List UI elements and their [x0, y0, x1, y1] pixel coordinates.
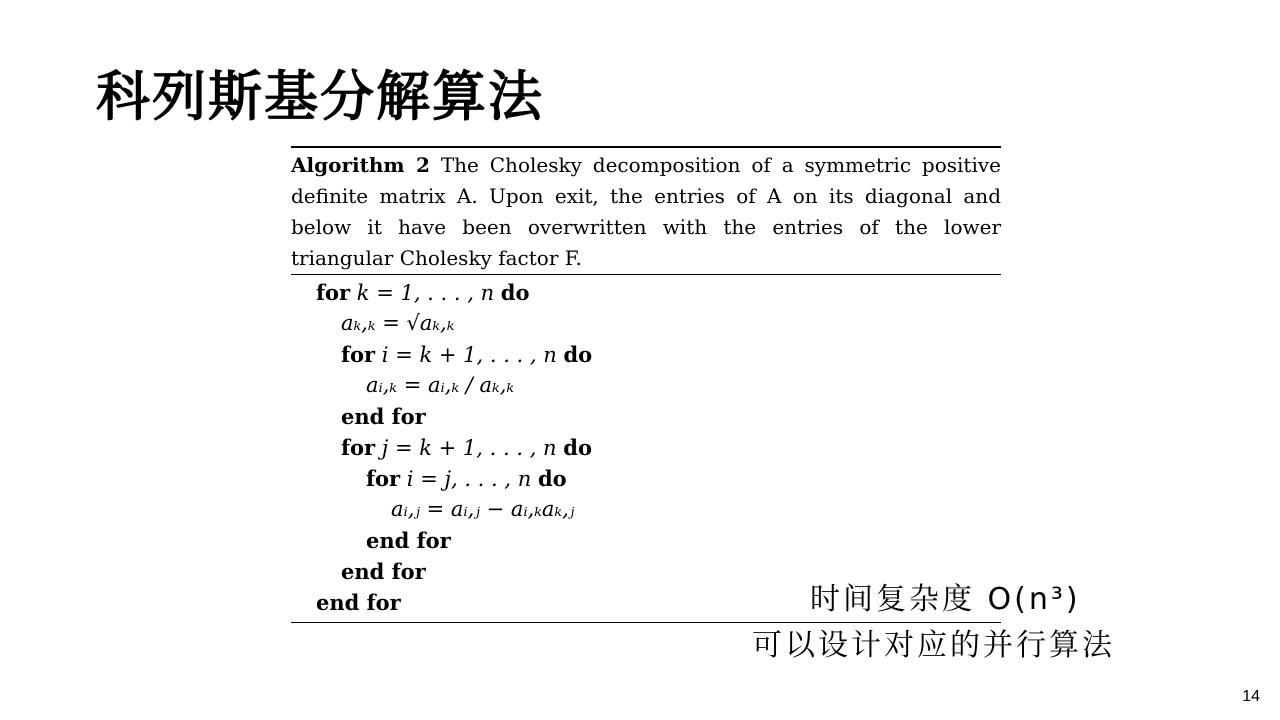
keyword: end for — [341, 404, 426, 429]
keyword: for — [341, 342, 376, 367]
expression: aᵢ,ⱼ = aᵢ,ⱼ − aᵢ,ₖaₖ,ⱼ — [391, 497, 575, 521]
parallel-note: 可以设计对应的并行算法 — [752, 628, 1115, 663]
keyword: do — [537, 466, 567, 491]
expression: k = 1, . . . , n — [356, 281, 495, 305]
algo-line-7 — [291, 463, 1001, 494]
algo-line-3 — [291, 339, 1001, 370]
keyword: end for — [341, 559, 426, 584]
keyword: for — [341, 435, 376, 460]
keyword: do — [500, 280, 530, 305]
expression: i = k + 1, . . . , n — [381, 343, 557, 367]
keyword: end for — [316, 590, 401, 615]
algo-line-4 — [291, 370, 1001, 401]
keyword: do — [563, 342, 593, 367]
keyword: for — [366, 466, 401, 491]
keyword: do — [563, 435, 592, 460]
slide-title: 科列斯基分解算法 — [96, 65, 544, 128]
expression: aₖ,ₖ = √aₖ,ₖ — [341, 311, 455, 335]
expression: i = j, . . . , n — [406, 467, 532, 491]
algo-line-8 — [291, 494, 1001, 525]
keyword: for — [316, 280, 351, 305]
algo-line-2 — [291, 308, 1001, 339]
algo-line-1 — [291, 277, 1001, 308]
algorithm-caption — [291, 148, 1001, 274]
algorithm-box — [291, 146, 1001, 623]
page-number: 14 — [1242, 688, 1260, 705]
algorithm-caption-text: The Cholesky decomposition of a symmetric positive definite matrix A. Upon exit, the entries of A on its diagonal and below it have been overwritten with the entries of the lower triangular Cholesky factor F. — [291, 153, 1001, 270]
algorithm-label: Algorithm 2 — [291, 153, 430, 177]
algo-line-5 — [291, 401, 1001, 432]
algo-line-9 — [291, 525, 1001, 556]
expression: aᵢ,ₖ = aᵢ,ₖ / aₖ,ₖ — [366, 373, 515, 397]
keyword: end for — [366, 528, 451, 553]
algorithm-body — [291, 275, 1001, 622]
algo-line-6 — [291, 432, 1001, 463]
expression: j = k + 1, . . . , n — [381, 436, 557, 460]
complexity-note: 时间复杂度 O(n³) — [810, 582, 1081, 617]
